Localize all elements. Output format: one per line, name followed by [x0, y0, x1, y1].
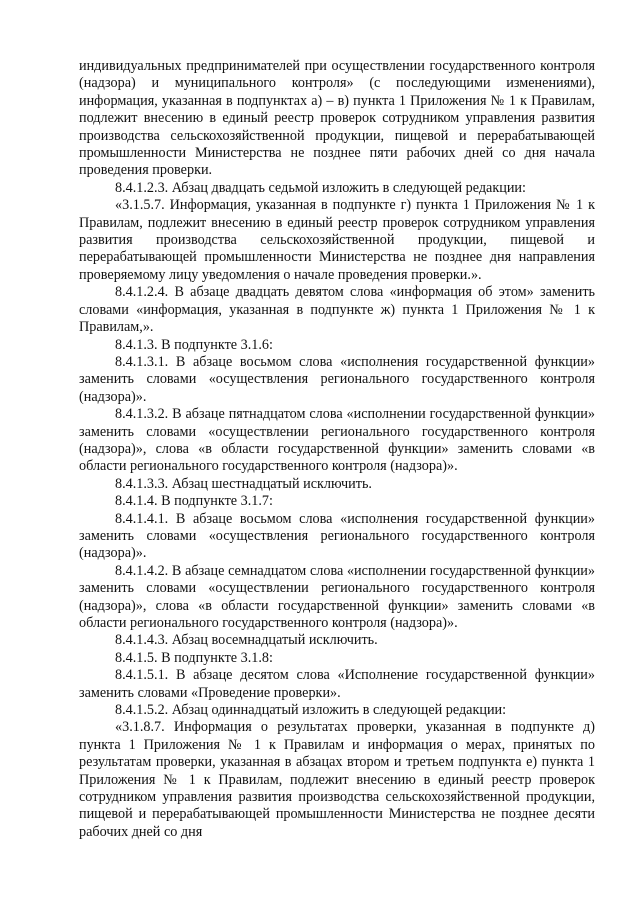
paragraph-8-4-1-3-1: 8.4.1.3.1. В абзаце восьмом слова «исполнения государственной функции» заменить словами «осуществления регионального государственного контроля (надзора)». [79, 353, 595, 405]
paragraph-8-4-1-4-1: 8.4.1.4.1. В абзаце восьмом слова «исполнения государственной функции» заменить словами «осуществления регионального государственного контроля (надзора)». [79, 510, 595, 562]
paragraph-continuation: индивидуальных предпринимателей при осуществлении государственного контроля (надзора) и муниципального контроля» (с последующими изменениями), информация, указанная в подпунктах а) – в) пункта 1 Приложения № 1 к Правилам, подлежит внесению в единый реестр проверок сотрудником управления развития производства сельскохозяйственной продукции, пищевой и перерабатывающей промышленности Министерства не позднее пяти рабочих дней со дня начала проведения проверки. [79, 58, 595, 179]
paragraph-8-4-1-4-2: 8.4.1.4.2. В абзаце семнадцатом слова «исполнении государственной функции» заменить словами «осуществлении регионального государственного контроля (надзора)», слова «в области государственной функции» заменить словами «в области регионального государственного контроля (надзора)». [79, 562, 595, 631]
paragraph-8-4-1-4-3: 8.4.1.4.3. Абзац восемнадцатый исключить. [115, 632, 378, 649]
paragraph-8-4-1-2-4: 8.4.1.2.4. В абзаце двадцать девятом слова «информация об этом» заменить словами «информация, указанная в подпункте ж) пункта 1 Приложения № 1 к Правилам,». [79, 284, 595, 336]
paragraph-8-4-1-2-3: 8.4.1.2.3. Абзац двадцать седьмой изложить в следующей редакции: [115, 179, 526, 196]
paragraph-8-4-1-4: 8.4.1.4. В подпункте 3.1.7: [115, 493, 273, 510]
paragraph-8-4-1-3: 8.4.1.3. В подпункте 3.1.6: [115, 336, 273, 353]
paragraph-8-4-1-3-3: 8.4.1.3.3. Абзац шестнадцатый исключить. [115, 475, 372, 492]
paragraph-8-4-1-5-1: 8.4.1.5.1. В абзаце десятом слова «Исполнение государственной функции» заменить словами «Проведение проверки». [79, 667, 595, 701]
paragraph-8-4-1-3-2: 8.4.1.3.2. В абзаце пятнадцатом слова «исполнении государственной функции» заменить словами «осуществлении регионального государственного контроля (надзора)», слова «в области государственной функции» заменить словами «в области регионального государственного контроля (надзора)». [79, 406, 595, 475]
paragraph-quote-3-1-5-7: «3.1.5.7. Информация, указанная в подпункте г) пункта 1 Приложения № 1 к Правилам, подлежит внесению в единый реестр проверок сотрудником управления развития производства сельскохозяйственной продукции, пищевой и перерабатывающей промышленности Министерства не позднее дня направления проверяемому лицу уведомления о начале проведения проверки.». [79, 197, 595, 283]
paragraph-8-4-1-5: 8.4.1.5. В подпункте 3.1.8: [115, 649, 273, 666]
paragraph-quote-3-1-8-7: «3.1.8.7. Информация о результатах проверки, указанная в подпункте д) пункта 1 Приложения № 1 к Правилам и информация о мерах, принятых по результатам проверки, указанная в абзацах втором и третьем подпункта е) пункта 1 Приложения № 1 к Правилам, подлежит внесению в единый реестр проверок сотрудником управления развития производства сельскохозяйственной продукции, пищевой и перерабатывающей промышленности Министерства не позднее десяти рабочих дней со дня [79, 719, 595, 840]
paragraph-8-4-1-5-2: 8.4.1.5.2. Абзац одиннадцатый изложить в следующей редакции: [115, 702, 507, 719]
document-body [79, 58, 595, 841]
